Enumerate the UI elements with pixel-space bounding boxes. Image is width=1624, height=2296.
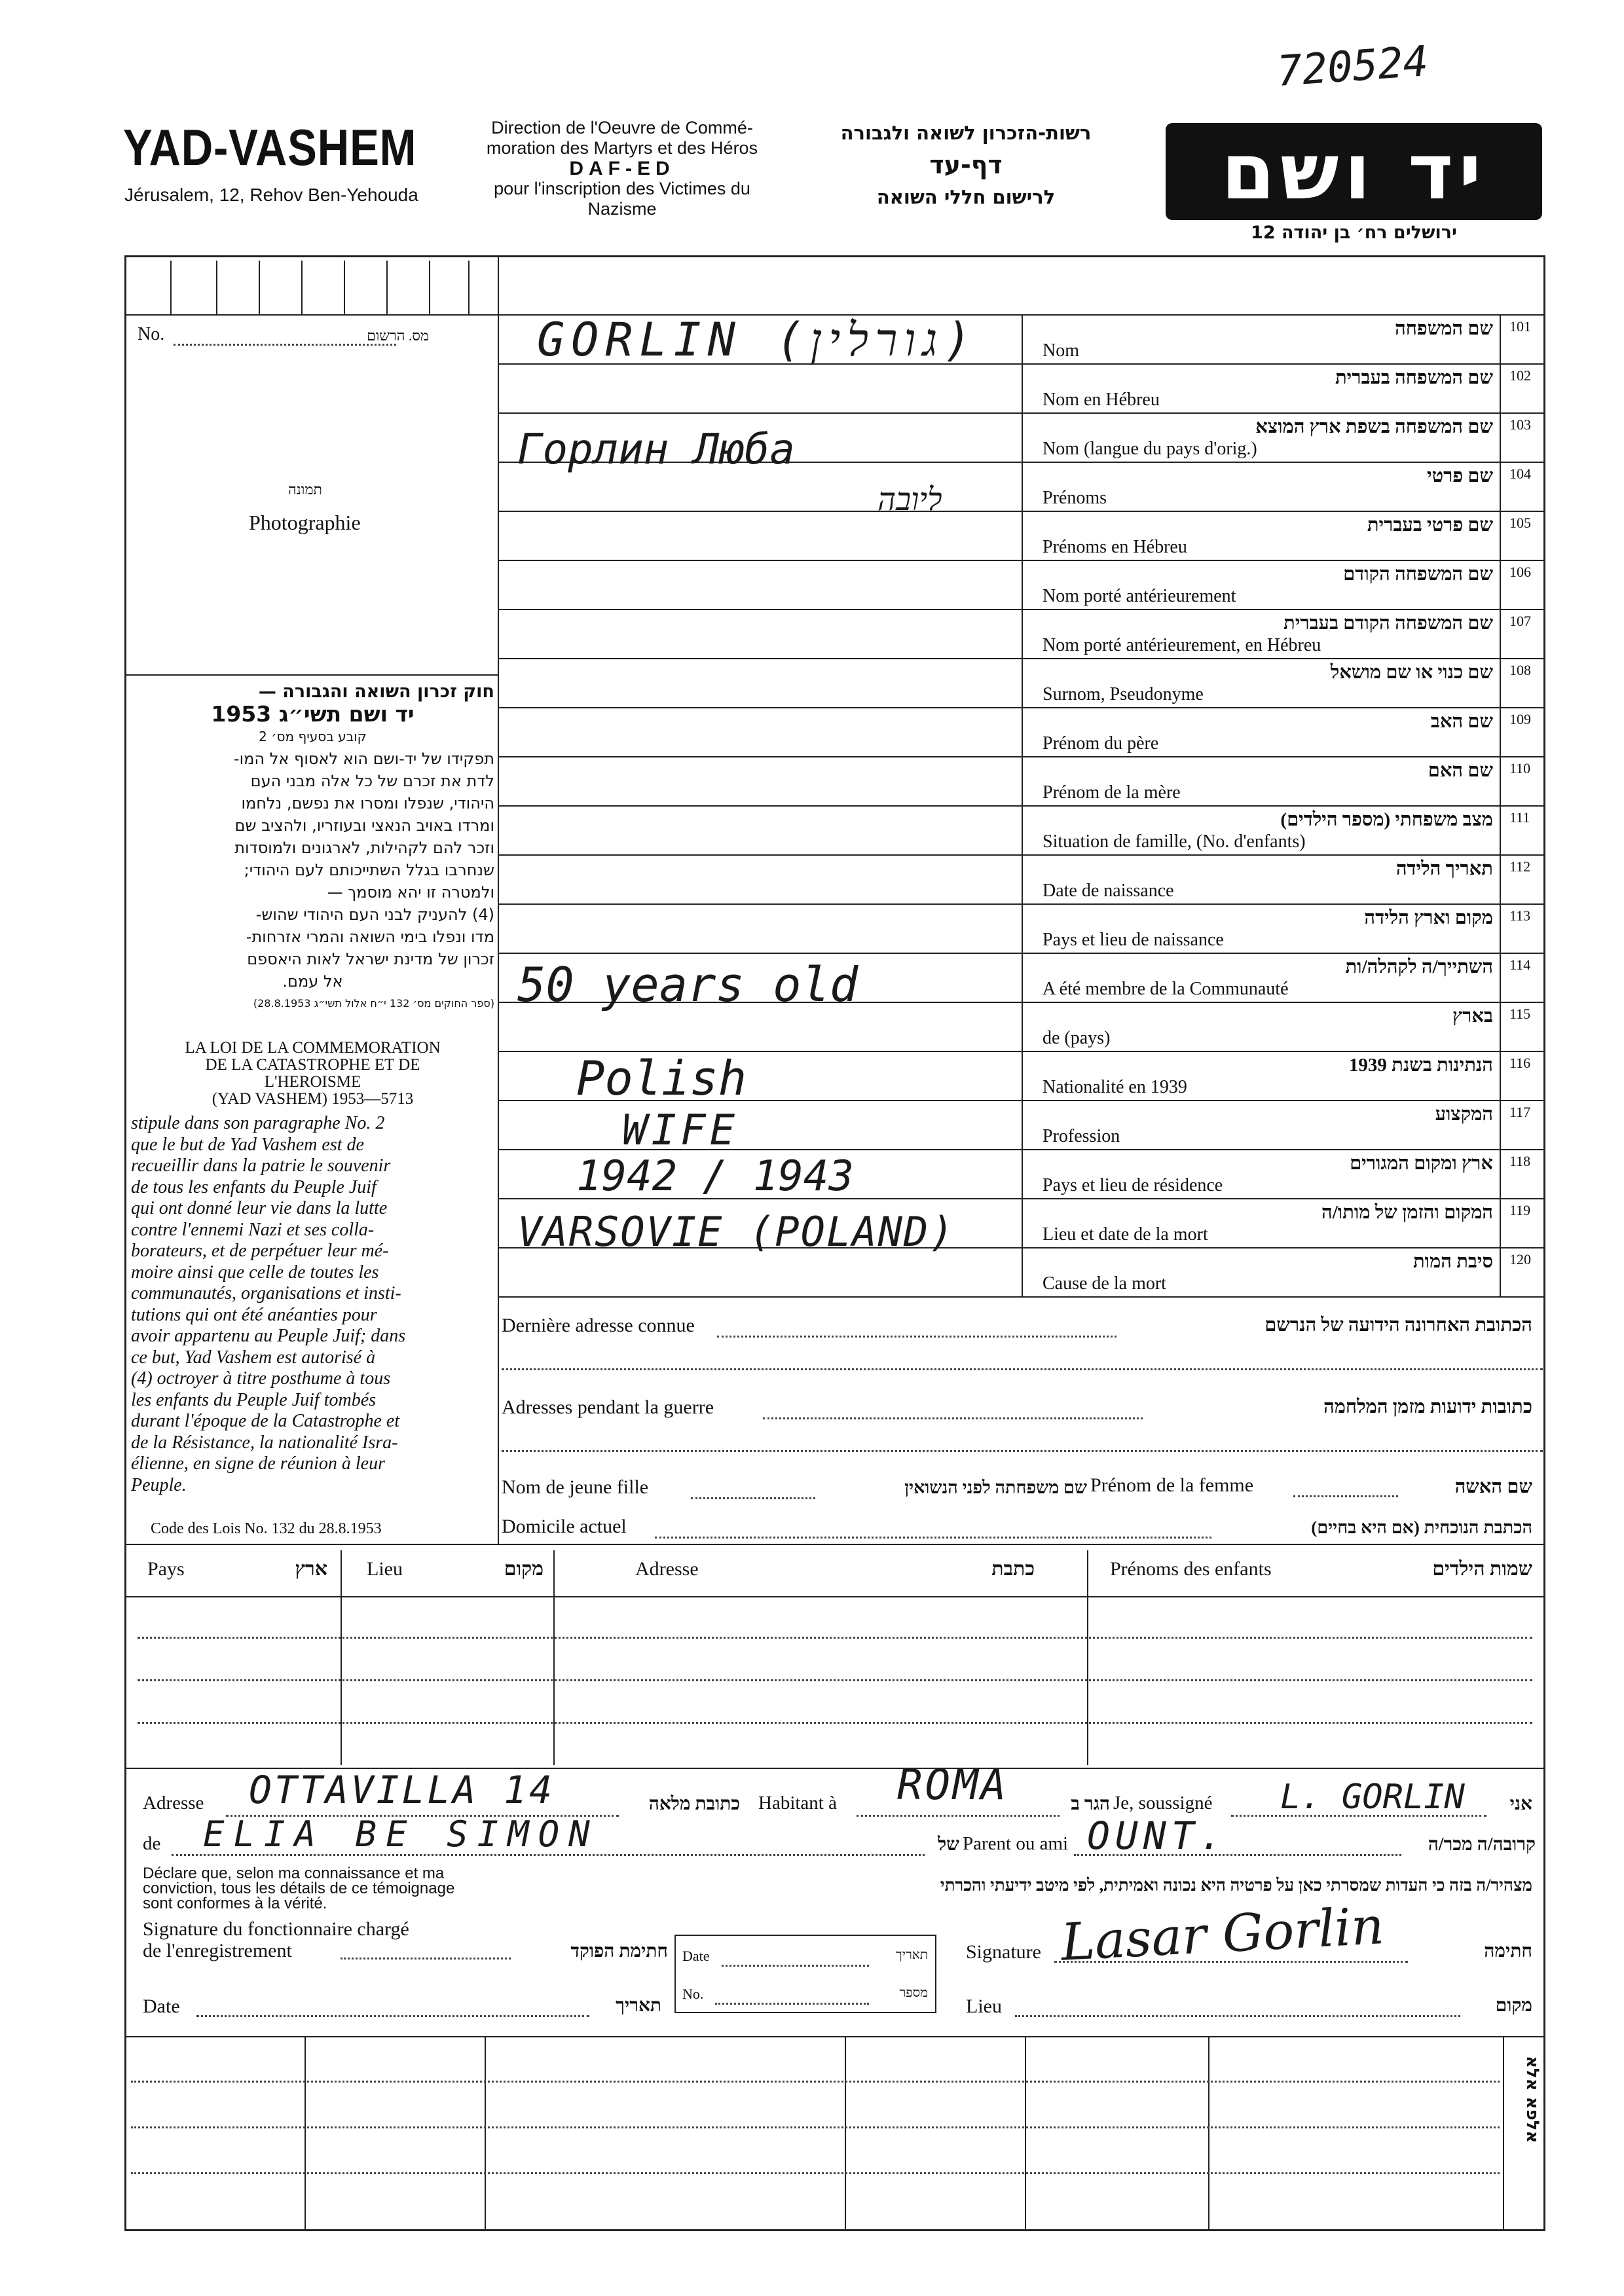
col-lieu-he: מקום — [504, 1558, 544, 1580]
field-label-fr: Profession — [1043, 1126, 1120, 1146]
law-he-line: זכרון של מדינת ישראל לאות היאספם — [247, 950, 494, 968]
field-label-he: שם האב — [1430, 711, 1493, 732]
field-label-fr: Date de naissance — [1043, 881, 1174, 901]
archive-number: 720524 — [1275, 37, 1430, 96]
field-label-fr: Prénom de la mère — [1043, 782, 1181, 803]
field-label-he: שם כנוי או שם מושאל — [1330, 662, 1493, 683]
field-label-he: שם המשפחה בעברית — [1335, 367, 1493, 388]
soussigne-he: אני — [1509, 1794, 1532, 1814]
field-number: 120 — [1509, 1251, 1531, 1267]
law-fr-title4: (YAD VASHEM) 1953—5713 — [212, 1090, 414, 1108]
field-label-fr: Situation de famille, (No. d'enfants) — [1043, 831, 1306, 852]
domicile-label: Domicile actuel — [502, 1516, 627, 1537]
field-row — [498, 658, 1545, 707]
field-row — [498, 756, 1545, 805]
field-label-he: בארץ — [1452, 1006, 1493, 1027]
field-label-fr: Prénoms en Hébreu — [1043, 537, 1187, 557]
field-label-he: ארץ ומקום המגורים — [1350, 1153, 1493, 1174]
he-header-block — [812, 122, 1120, 208]
org-name: YAD-VASHEM — [123, 118, 417, 176]
field-label-he: שם המשפחה בשפת ארץ המוצא — [1255, 416, 1493, 437]
law-he-line: שנחרבו בגלל השתייכותם לעם היהודי; — [244, 861, 494, 879]
declare-fr-line3: sont conformes à la vérité. — [143, 1895, 327, 1912]
last-address-label: Dernière adresse connue — [502, 1315, 695, 1336]
no-label-he: מס. הרשום — [367, 327, 429, 344]
field-label-he: הנתינות בשנת 1939 — [1348, 1055, 1493, 1076]
wife-first-label: Prénom de la femme — [1090, 1474, 1254, 1496]
field-row — [498, 903, 1545, 953]
fr-pour: pour l'inscription des Victimes du — [494, 179, 750, 198]
law-fr-line: de tous les enfants du Peuple Juif — [131, 1176, 377, 1197]
field-label-fr: Surnom, Pseudonyme — [1043, 684, 1204, 704]
field-number: 109 — [1509, 711, 1531, 727]
field-label-he: מצב משפחתי (מספר הילדים) — [1280, 809, 1493, 830]
col-pays-he: ארץ — [295, 1558, 327, 1580]
sig-official-line1: Signature du fonctionnaire chargé — [143, 1918, 409, 1940]
photo-label[interactable]: Photographie — [249, 511, 361, 534]
field-number: 119 — [1509, 1202, 1531, 1218]
field-number: 118 — [1509, 1153, 1531, 1169]
habitant-he: הגר ב — [1071, 1794, 1110, 1814]
field-label-fr: de (pays) — [1043, 1028, 1111, 1048]
law-fr-line: ce but, Yad Vashem est autorisé à — [131, 1347, 376, 1368]
value-mort[interactable]: VARSOVIE (POLAND) — [517, 1208, 955, 1256]
value-nom[interactable]: GORLIN (גורלין) — [537, 313, 978, 367]
parent-value[interactable]: OUNT. — [1087, 1813, 1228, 1858]
field-label-he: המקום והזמן של מותו/ה — [1321, 1202, 1493, 1223]
col-adresse: Adresse — [635, 1558, 699, 1580]
law-fr-line: (4) octroyer à titre posthume à tous — [131, 1368, 391, 1389]
sig-official-line2: de l'enregistrement — [143, 1940, 292, 1961]
law-fr-line: tutions qui ont été anéanties pour — [131, 1304, 377, 1325]
law-he-line: (4) להעניק לבני העם היהודי שהוש- — [255, 905, 494, 924]
stamp-date: Date — [682, 1948, 710, 1964]
field-label-fr: Nom porté antérieurement — [1043, 586, 1236, 606]
law-he-ref: (ספר החוקים מס׳ 132 י״ח אלול תשי״ג 28.8.1953) — [253, 997, 494, 1010]
parent-he: קרובה/ה מכר/ה — [1428, 1834, 1536, 1855]
field-number: 103 — [1509, 416, 1531, 433]
law-fr-line: communautés, organisations et insti- — [131, 1283, 401, 1303]
col-prenoms: Prénoms des enfants — [1110, 1558, 1272, 1580]
law-fr-line: les enfants du Peuple Juif tombés — [131, 1389, 377, 1410]
law-fr-block — [131, 1040, 494, 1108]
adresse-value[interactable]: OTTAVILLA 14 — [249, 1768, 555, 1812]
field-label-he: מקום וארץ הלידה — [1364, 907, 1493, 928]
value-communaute[interactable]: 50 years old — [517, 957, 858, 1012]
declare-fr — [143, 1866, 454, 1911]
field-label-fr: Pays et lieu de naissance — [1043, 930, 1224, 950]
field-row — [498, 511, 1545, 560]
he-authority: רשות-הזכרון לשואה ולגבורה — [840, 122, 1092, 144]
children-table — [131, 1558, 1539, 1584]
law-he-title2: יד ושם תשי״ג 1953 — [211, 701, 415, 727]
logo-text: יד ושם — [1221, 126, 1487, 217]
law-he-title: חוק זכרון השואה והגבורה — — [258, 682, 494, 702]
declare-fr-line2: conviction, tous les détails de ce témoignage — [143, 1880, 455, 1897]
law-fr-code: Code des Lois No. 132 du 28.8.1953 — [151, 1520, 382, 1537]
field-number: 101 — [1509, 318, 1531, 335]
domicile-he: הכתבת הנוכחית (אם היא בחיים) — [1311, 1518, 1532, 1537]
sig-official — [143, 1918, 409, 1961]
law-fr-line: de la Résistance, la nationalité Isra- — [131, 1432, 398, 1453]
law-fr-line: Peuple. — [131, 1474, 187, 1495]
field-label-he: סיבת המות — [1413, 1251, 1493, 1272]
field-label-fr: Nom (langue du pays d'orig.) — [1043, 439, 1257, 459]
field-label-fr: Lieu et date de la mort — [1043, 1224, 1208, 1245]
law-fr-line: durant l'époque de la Catastrophe et — [131, 1411, 400, 1431]
stamp-date-he: תאריך — [895, 1948, 928, 1962]
official-stamp-box — [674, 1935, 936, 2013]
law-he-line: ומרדו באויב הנאצי ובעוזריו, ולהציב שם — [234, 816, 494, 835]
field-number: 108 — [1509, 662, 1531, 678]
he-registry: לרישום חללי השואה — [876, 186, 1056, 208]
field-label-fr: Nom en Hébreu — [1043, 390, 1160, 410]
field-number: 110 — [1509, 760, 1531, 776]
he-address: ירושלים רח׳ בן יהודה 12 — [1251, 223, 1457, 243]
war-address-he: כתובות ידועות מזמן המלחמה — [1323, 1396, 1532, 1417]
value-profession[interactable]: WIFE — [622, 1106, 739, 1155]
signature-label: Signature — [966, 1941, 1041, 1963]
law-fr-line: qui ont donné leur vie dans la lutte — [131, 1198, 388, 1218]
law-fr-line: avoir appartenu au Peuple Juif; dans — [131, 1326, 406, 1346]
habitant-value[interactable]: ROMA — [897, 1761, 1009, 1810]
field-label-he: שם המשפחה הקודם בעברית — [1283, 613, 1493, 634]
field-label-he: שם האם — [1428, 760, 1493, 781]
field-number: 106 — [1509, 564, 1531, 580]
de-label: de — [143, 1833, 161, 1854]
law-he-line: לדת את זכרם של כל אלה מבני העם — [250, 772, 494, 790]
field-number: 112 — [1509, 858, 1531, 875]
fr-dafed: DAF-ED — [569, 158, 675, 179]
maiden-label: Nom de jeune fille — [502, 1476, 649, 1498]
value-residence[interactable]: 1942 / 1943 — [576, 1152, 854, 1201]
field-row — [498, 363, 1545, 412]
fr-nazisme: Nazisme — [587, 199, 657, 219]
law-he-line: ולמטרה זו יהא מוסמך — — [327, 883, 494, 902]
field-row — [498, 609, 1545, 658]
law-he-line: וזכר להם לקהילות, לארגונים ולמוסדות — [234, 839, 494, 857]
col-prenoms-he: שמות הילדים — [1432, 1558, 1532, 1580]
signature-value[interactable]: Lasar Gorlin — [1059, 1897, 1386, 1973]
declare-fr-line1: Déclare que, selon ma connaissance et ma — [143, 1865, 445, 1882]
field-label-fr: Nom porté antérieurement, en Hébreu — [1043, 635, 1321, 655]
stamp-no-he: מספר — [899, 1986, 928, 2000]
field-number: 111 — [1509, 809, 1530, 826]
law-fr-line: stipule dans son paragraphe No. 2 — [131, 1113, 385, 1133]
law-he-sub: קובע בסעיף מס׳ 2 — [259, 729, 367, 744]
field-label-he: שם המשפחה הקודם — [1343, 564, 1493, 585]
value-nom-orig[interactable]: Горлин Люба — [517, 426, 795, 474]
fr-direction2: moration des Martyrs et des Héros — [486, 138, 758, 158]
habitant-label: Habitant à — [758, 1793, 837, 1813]
law-he-line: תפקידו של יד-ושם הוא לאסוף אל המו- — [233, 750, 494, 768]
soussigne-value[interactable]: L. GORLIN — [1280, 1777, 1465, 1817]
law-fr-line: moire ainsi que celle de toutes les — [131, 1262, 379, 1283]
field-label-fr: Nom — [1043, 340, 1079, 361]
last-address-he: הכתובת האחרונה הידועה של הנרשם — [1264, 1315, 1532, 1336]
law-he-line: אל עמם. — [282, 972, 343, 991]
col-pays: Pays — [147, 1558, 185, 1580]
field-label-he: שם המשפחה — [1395, 318, 1493, 339]
wife-he: שם האשה — [1454, 1476, 1532, 1497]
value-nationalite[interactable]: Polish — [576, 1051, 747, 1106]
law-he-line: היהודי, שנפלו ומסרו את נפשם, נלחמו — [241, 794, 494, 812]
field-label-fr: Nationalité en 1939 — [1043, 1077, 1187, 1097]
field-number: 114 — [1509, 957, 1531, 973]
de-he: של — [938, 1834, 959, 1855]
war-address-label: Adresses pendant la guerre — [502, 1396, 714, 1418]
law-fr-line: contre l'ennemi Nazi et ses colla- — [131, 1219, 375, 1240]
footer-side-text: אלפא אלא — [1522, 2056, 1542, 2143]
field-label-he: שם פרטי — [1426, 465, 1493, 486]
law-he-block — [131, 681, 494, 1015]
field-number: 102 — [1509, 367, 1531, 384]
field-label-he: השתייך/ה לקהלה/ות — [1345, 957, 1493, 977]
field-label-fr: Pays et lieu de résidence — [1043, 1175, 1223, 1195]
date-label: Date — [143, 1995, 180, 2017]
field-number: 117 — [1509, 1104, 1531, 1120]
law-fr-text — [131, 1113, 494, 1496]
law-fr-line: recueillir dans la patrie le souvenir — [131, 1156, 391, 1176]
parent-label: Parent ou ami — [963, 1833, 1069, 1854]
field-label-he: תאריך הלידה — [1395, 858, 1493, 879]
stamp-no: No. — [682, 1986, 704, 2002]
org-address: Jérusalem, 12, Rehov Ben-Yehouda — [124, 185, 418, 205]
date-he: תאריך — [616, 1995, 661, 2016]
law-he-line: מדו ונפלו בימי השואה והמרי אזרחות- — [246, 928, 494, 946]
de-value[interactable]: ELIA BE SIMON — [203, 1813, 599, 1855]
field-label-fr: A été membre de la Communauté — [1043, 979, 1289, 999]
fr-header-block — [458, 118, 786, 219]
field-label-he: שם פרטי בעברית — [1367, 515, 1493, 536]
field-row — [498, 707, 1545, 756]
law-fr-line: élienne, en signe de réunion à leur — [131, 1453, 386, 1474]
law-fr-title2: DE LA CATASTROPHE ET DE — [205, 1056, 420, 1074]
field-label-fr: Prénom du père — [1043, 733, 1159, 754]
adresse-he: כתובת מלאה — [648, 1794, 740, 1814]
field-number: 104 — [1509, 465, 1531, 482]
field-row — [498, 854, 1545, 903]
col-lieu: Lieu — [367, 1558, 403, 1580]
soussigne-label: Je, soussigné — [1113, 1793, 1213, 1813]
lieu-label: Lieu — [966, 1995, 1002, 2017]
law-fr-line: que le but de Yad Vashem est de — [131, 1134, 364, 1155]
maiden-he: שם משפחתה לפני הנשואין — [904, 1478, 1087, 1497]
law-fr-title3: L'HEROISME — [264, 1073, 361, 1091]
signature-he: חתימה — [1484, 1941, 1532, 1961]
field-row — [498, 560, 1545, 609]
col-adresse-he: כתבת — [991, 1558, 1035, 1580]
no-label: No. — [138, 324, 165, 344]
yad-vashem-logo — [1166, 123, 1542, 220]
law-fr-title: LA LOI DE LA COMMEMORATION — [185, 1039, 441, 1057]
field-number: 113 — [1509, 907, 1531, 924]
field-number: 116 — [1509, 1055, 1531, 1071]
value-prenoms[interactable]: ליובה — [877, 481, 942, 518]
field-label-fr: Cause de la mort — [1043, 1273, 1166, 1294]
lieu-he: מקום — [1495, 1995, 1532, 2016]
photo-he: תמונה — [288, 481, 322, 498]
he-dafed: דף-עד — [929, 151, 1003, 179]
field-number: 105 — [1509, 515, 1531, 531]
field-row — [498, 805, 1545, 854]
field-label-he: המקצוע — [1435, 1104, 1493, 1125]
law-fr-line: borateurs, et de perpétuer leur mé- — [131, 1241, 389, 1261]
adresse-label: Adresse — [143, 1793, 204, 1813]
field-number: 115 — [1509, 1006, 1531, 1022]
field-label-fr: Prénoms — [1043, 488, 1107, 508]
fr-direction: Direction de l'Oeuvre de Commé- — [491, 118, 753, 137]
declare-he: מצהיר/ה בזה כי העדות שמסרתי כאן על פרטיה היא נכונה ואמיתית, לפי מיטב ידיעתי והכרתי — [940, 1876, 1532, 1895]
field-number: 107 — [1509, 613, 1531, 629]
sig-official-he: חתימת הפוקד — [570, 1941, 668, 1961]
